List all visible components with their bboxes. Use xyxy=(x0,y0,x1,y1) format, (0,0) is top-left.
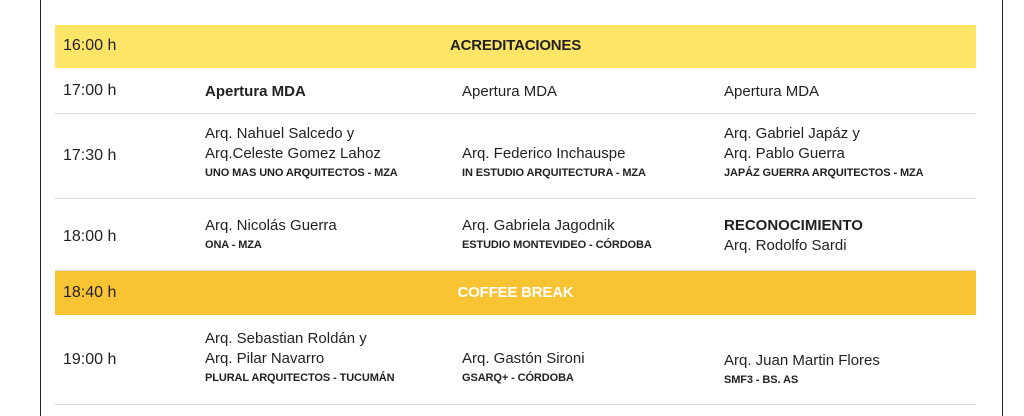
schedule-row-1840 xyxy=(55,271,976,315)
session-speaker-cell xyxy=(462,349,585,387)
session-speaker-cell xyxy=(205,124,398,182)
speaker-name: Arq. Juan Martin Flores xyxy=(724,352,880,369)
time-label: 18:00 h xyxy=(63,228,117,245)
session-opening-3: Apertura MDA xyxy=(724,83,820,100)
speaker-name: Arq. Gabriela Jagodnik xyxy=(462,217,615,234)
schedule-row-1730 xyxy=(55,114,976,199)
band-title-acreditaciones: ACREDITACIONES xyxy=(449,37,582,54)
speaker-name: Arq. Gabriel Japáz y xyxy=(724,125,860,142)
frame-left-border xyxy=(40,0,41,416)
time-label: 16:00 h xyxy=(63,37,117,54)
session-speaker-cell xyxy=(724,351,880,389)
session-opening-2: Apertura MDA xyxy=(462,83,558,100)
recognition-title: RECONOCIMIENTO xyxy=(724,217,863,234)
time-label: 18:40 h xyxy=(63,284,117,301)
speaker-name: Arq. Pablo Guerra xyxy=(724,145,845,162)
speaker-name: Arq. Federico Inchauspe xyxy=(462,145,626,162)
studio-name: ESTUDIO MONTEVIDEO - CÓRDOBA xyxy=(462,239,652,251)
session-opening-1: Apertura MDA xyxy=(205,83,306,100)
frame-right-border xyxy=(1002,0,1003,416)
schedule-row-1800 xyxy=(55,199,976,271)
speaker-name: Arq. Nahuel Salcedo y xyxy=(205,125,355,142)
speaker-name: Arq. Rodolfo Sardi xyxy=(724,237,847,254)
studio-name: IN ESTUDIO ARQUITECTURA - MZA xyxy=(462,167,646,179)
speaker-name: Arq. Nicolás Guerra xyxy=(205,217,337,234)
session-speaker-cell xyxy=(205,329,395,387)
time-label: 17:30 h xyxy=(63,147,117,164)
session-speaker-cell xyxy=(724,216,863,256)
session-speaker-cell xyxy=(462,216,652,254)
studio-name: ONA - MZA xyxy=(205,239,262,251)
band-title-coffee-break: COFFEE BREAK xyxy=(457,284,574,301)
schedule-row-1900 xyxy=(55,315,976,405)
schedule-row-1600 xyxy=(55,25,976,68)
speaker-name: Arq.Celeste Gomez Lahoz xyxy=(205,145,381,162)
studio-name: GSARQ+ - CÓRDOBA xyxy=(462,372,574,384)
schedule-table xyxy=(55,25,976,405)
schedule-row-1700 xyxy=(55,68,976,114)
time-label: 19:00 h xyxy=(63,351,117,368)
studio-name: UNO MAS UNO ARQUITECTOS - MZA xyxy=(205,167,398,179)
studio-name: SMF3 - BS. AS xyxy=(724,374,799,386)
studio-name: JAPÁZ GUERRA ARQUITECTOS - MZA xyxy=(724,167,924,179)
speaker-name: Arq. Pilar Navarro xyxy=(205,350,325,367)
session-speaker-cell xyxy=(724,124,924,182)
studio-name: PLURAL ARQUITECTOS - TUCUMÁN xyxy=(205,372,395,384)
session-speaker-cell xyxy=(462,144,646,182)
speaker-name: Arq. Gastón Sironi xyxy=(462,350,585,367)
time-label: 17:00 h xyxy=(63,82,117,99)
speaker-name: Arq. Sebastian Roldán y xyxy=(205,330,367,347)
session-speaker-cell xyxy=(205,216,337,254)
